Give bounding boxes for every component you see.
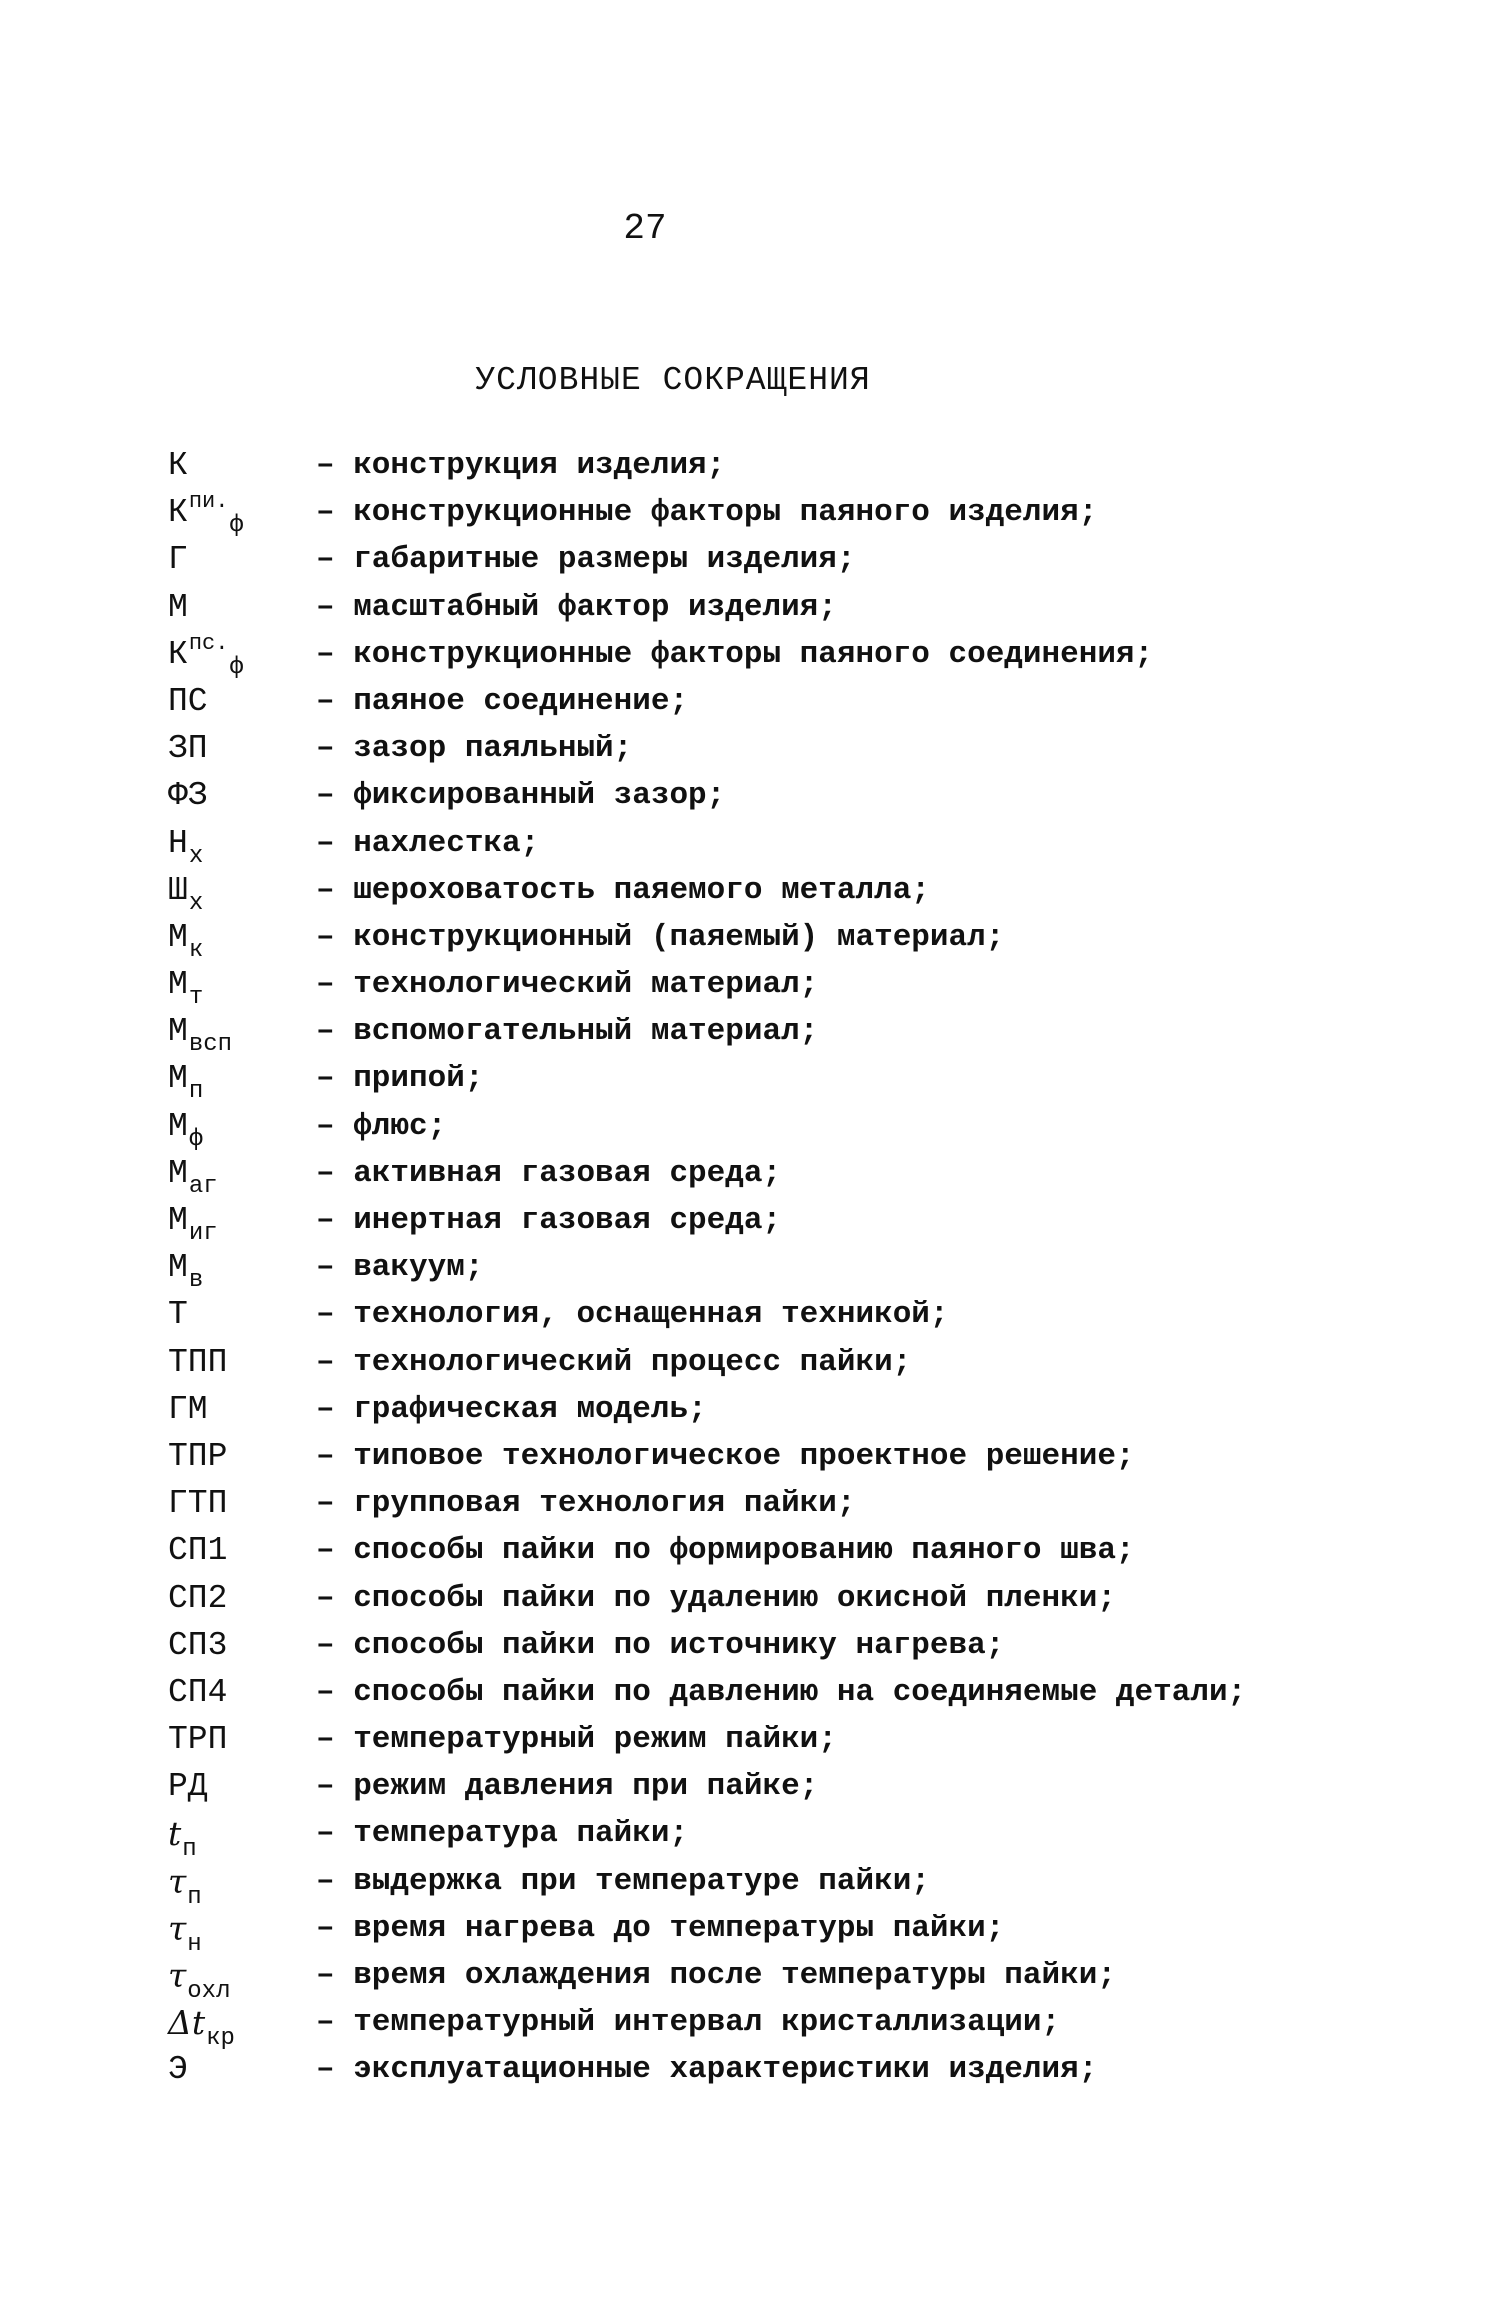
abbreviation-definition: – графическая модель; bbox=[316, 1391, 707, 1427]
abbreviation-definition: – шероховатость паяемого металла; bbox=[316, 872, 930, 908]
abbreviation-symbol bbox=[150, 729, 290, 776]
symbol-base: ТПР bbox=[168, 1437, 228, 1475]
abbreviation-definition: – технологический материал; bbox=[316, 967, 819, 1003]
symbol-base: М bbox=[168, 1060, 188, 1098]
abbreviation-row bbox=[0, 1295, 1505, 1342]
symbol-base: τ bbox=[168, 1956, 187, 1995]
abbreviation-definition: – припой; bbox=[316, 1061, 484, 1097]
abbreviation-row bbox=[0, 1531, 1505, 1578]
abbreviation-definition: – типовое технологическое проектное решение; bbox=[316, 1438, 1135, 1474]
abbreviation-symbol bbox=[150, 1012, 290, 1059]
abbreviation-symbol bbox=[150, 1059, 290, 1106]
abbreviation-definition: – групповая технология пайки; bbox=[316, 1486, 856, 1522]
abbreviation-row bbox=[0, 1909, 1505, 1956]
abbreviation-definition: – способы пайки по удалению окисной пленки; bbox=[316, 1580, 1116, 1616]
abbreviation-symbol bbox=[150, 1862, 290, 1909]
abbreviation-definition: – габаритные размеры изделия; bbox=[316, 542, 856, 578]
abbreviation-definition: – масштабный фактор изделия; bbox=[316, 589, 837, 625]
abbreviation-symbol bbox=[150, 446, 290, 493]
symbol-base: РД bbox=[168, 1768, 208, 1806]
page-title: УСЛОВНЫЕ СОКРАЩЕНИЯ bbox=[475, 362, 871, 399]
abbreviation-definition: – вакуум; bbox=[316, 1250, 484, 1286]
abbreviation-symbol bbox=[150, 2003, 290, 2053]
symbol-superscript: пс. bbox=[188, 630, 229, 656]
symbol-base: М bbox=[168, 588, 188, 626]
abbreviation-symbol bbox=[150, 1295, 290, 1342]
abbreviation-symbol bbox=[150, 682, 290, 729]
abbreviation-symbol bbox=[150, 965, 290, 1012]
symbol-base: ГТП bbox=[168, 1485, 228, 1523]
symbol-base: t bbox=[168, 1814, 182, 1854]
abbreviation-row bbox=[0, 630, 1505, 682]
symbol-superscript: пи. bbox=[188, 489, 229, 515]
symbol-subscript: п bbox=[188, 1078, 204, 1106]
abbreviation-row bbox=[0, 1673, 1505, 1720]
symbol-subscript: т bbox=[188, 984, 204, 1012]
symbol-subscript: х bbox=[188, 842, 204, 870]
abbreviation-row bbox=[0, 1248, 1505, 1295]
symbol-base: М bbox=[168, 1202, 188, 1239]
symbol-subscript: ф bbox=[229, 653, 244, 681]
abbreviation-symbol bbox=[150, 630, 290, 682]
abbreviation-row bbox=[0, 1956, 1505, 2003]
symbol-base: К bbox=[168, 494, 188, 532]
abbreviation-definition: – режим давления при пайке; bbox=[316, 1769, 819, 1805]
symbol-base: Н bbox=[168, 824, 188, 862]
abbreviation-row bbox=[0, 588, 1505, 635]
symbol-base: τ bbox=[168, 1908, 187, 1948]
abbreviation-definition: – активная газовая среда; bbox=[316, 1155, 782, 1191]
abbreviation-symbol bbox=[150, 1484, 290, 1531]
symbol-base: СП4 bbox=[168, 1673, 228, 1711]
abbreviation-definition: – конструкционные факторы паяного изделия; bbox=[316, 495, 1098, 531]
symbol-subscript: кр bbox=[206, 2025, 235, 2053]
symbol-base: Δt bbox=[168, 2003, 206, 2043]
symbol-base: ПС bbox=[168, 682, 208, 720]
symbol-base: Т bbox=[168, 1296, 188, 1334]
abbreviation-row bbox=[0, 2003, 1505, 2053]
symbol-base: ТРП bbox=[168, 1721, 228, 1759]
abbreviation-definition: – конструкционный (паяемый) материал; bbox=[316, 919, 1005, 955]
abbreviation-definition: – нахлестка; bbox=[316, 825, 540, 861]
abbreviation-symbol bbox=[150, 1201, 290, 1248]
symbol-base: М bbox=[168, 1013, 188, 1051]
symbol-subscript: к bbox=[188, 936, 204, 964]
abbreviation-symbol bbox=[150, 1720, 290, 1767]
abbreviation-definition: – вспомогательный материал; bbox=[316, 1014, 819, 1050]
abbreviation-symbol bbox=[150, 1343, 290, 1390]
abbreviation-definition: – паяное соединение; bbox=[316, 683, 689, 719]
abbreviation-symbol bbox=[150, 918, 290, 965]
abbreviation-row bbox=[0, 1437, 1505, 1484]
abbreviation-row bbox=[0, 1154, 1505, 1201]
abbreviation-definition: – температурный интервал кристаллизации; bbox=[316, 2005, 1061, 2041]
symbol-subscript: п bbox=[182, 1836, 197, 1864]
abbreviation-symbol bbox=[150, 776, 290, 823]
symbol-subscript: п bbox=[187, 1883, 202, 1911]
abbreviation-row bbox=[0, 1012, 1505, 1059]
page-number: 27 bbox=[623, 208, 667, 249]
symbol-subscript: иг bbox=[188, 1220, 218, 1247]
symbol-subscript: аг bbox=[188, 1172, 218, 1200]
symbol-base: ГМ bbox=[168, 1390, 208, 1428]
abbreviation-definition: – время охлаждения после температуры пайки; bbox=[316, 1958, 1116, 1993]
symbol-base: СП1 bbox=[168, 1532, 228, 1570]
symbol-subscript: охл bbox=[187, 1978, 231, 2005]
symbol-subscript: всп bbox=[188, 1031, 233, 1059]
abbreviation-definition: – температурный режим пайки; bbox=[316, 1722, 837, 1758]
abbreviation-symbol bbox=[150, 1107, 290, 1154]
symbol-base: τ bbox=[168, 1861, 187, 1901]
symbol-base: М bbox=[168, 1154, 188, 1192]
symbol-subscript: в bbox=[188, 1267, 204, 1295]
abbreviation-definition: – температура пайки; bbox=[316, 1816, 689, 1852]
abbreviation-row bbox=[0, 1626, 1505, 1673]
abbreviation-definition: – инертная газовая среда; bbox=[316, 1203, 782, 1238]
abbreviation-symbol bbox=[150, 1626, 290, 1673]
symbol-subscript: ф bbox=[229, 512, 244, 540]
symbol-base: ЗП bbox=[168, 730, 208, 768]
symbol-base: К bbox=[168, 447, 188, 484]
abbreviation-symbol bbox=[150, 1579, 290, 1626]
symbol-base: СП2 bbox=[168, 1579, 228, 1617]
symbol-base: М bbox=[168, 966, 188, 1004]
abbreviation-row bbox=[0, 824, 1505, 871]
symbol-subscript: н bbox=[187, 1930, 202, 1958]
abbreviation-symbol bbox=[150, 1531, 290, 1578]
abbreviation-row bbox=[0, 1862, 1505, 1909]
abbreviation-row bbox=[0, 446, 1505, 493]
abbreviation-row bbox=[0, 1814, 1505, 1864]
abbreviation-row bbox=[0, 1343, 1505, 1390]
abbreviation-row bbox=[0, 965, 1505, 1012]
abbreviation-symbol bbox=[150, 540, 290, 587]
abbreviation-definition: – фиксированный зазор; bbox=[316, 778, 726, 814]
symbol-base: Ш bbox=[168, 871, 188, 909]
abbreviation-symbol bbox=[150, 1909, 290, 1956]
abbreviation-symbol bbox=[150, 1673, 290, 1720]
abbreviation-row bbox=[0, 1767, 1505, 1814]
abbreviation-symbol bbox=[150, 1437, 290, 1484]
abbreviation-definition: – технологический процесс пайки; bbox=[316, 1344, 912, 1380]
abbreviation-symbol bbox=[150, 1248, 290, 1295]
abbreviation-row bbox=[0, 918, 1505, 965]
abbreviation-row bbox=[0, 1579, 1505, 1626]
abbreviation-row bbox=[0, 1390, 1505, 1437]
abbreviation-row bbox=[0, 729, 1505, 776]
abbreviation-definition: – конструкционные факторы паяного соединения; bbox=[316, 636, 1154, 672]
abbreviation-definition: – способы пайки по источнику нагрева; bbox=[316, 1627, 1005, 1663]
symbol-subscript: ф bbox=[188, 1125, 204, 1153]
symbol-base: М bbox=[168, 918, 188, 956]
abbreviation-row bbox=[0, 1720, 1505, 1767]
abbreviation-row bbox=[0, 540, 1505, 587]
symbol-base: ТПП bbox=[168, 1343, 228, 1381]
abbreviation-symbol bbox=[150, 1814, 290, 1864]
symbol-base: М bbox=[168, 1249, 188, 1287]
abbreviation-row bbox=[0, 682, 1505, 729]
abbreviation-symbol bbox=[150, 1956, 290, 2003]
abbreviation-row bbox=[0, 776, 1505, 823]
abbreviation-definition: – способы пайки по давлению на соединяемые детали; bbox=[316, 1674, 1247, 1710]
abbreviation-row bbox=[0, 489, 1505, 540]
abbreviation-row bbox=[0, 1201, 1505, 1248]
abbreviation-symbol bbox=[150, 489, 290, 540]
abbreviation-symbol bbox=[150, 1767, 290, 1814]
abbreviation-definition: – выдержка при температуре пайки; bbox=[316, 1863, 930, 1899]
abbreviation-definition: – технология, оснащенная техникой; bbox=[316, 1297, 949, 1333]
symbol-base: СП3 bbox=[168, 1626, 228, 1664]
abbreviation-symbol bbox=[150, 824, 290, 871]
symbol-base: ФЗ bbox=[168, 777, 208, 815]
abbreviation-definition: – способы пайки по формированию паяного шва; bbox=[316, 1533, 1135, 1569]
abbreviation-row bbox=[0, 2050, 1505, 2097]
symbol-base: К bbox=[168, 635, 188, 673]
symbol-base: М bbox=[168, 1107, 188, 1145]
abbreviation-row bbox=[0, 1484, 1505, 1531]
abbreviation-symbol bbox=[150, 588, 290, 635]
abbreviation-symbol bbox=[150, 871, 290, 918]
symbol-subscript: х bbox=[188, 889, 204, 917]
symbol-base: Э bbox=[168, 2051, 188, 2089]
abbreviation-symbol bbox=[150, 2050, 290, 2097]
abbreviation-symbol bbox=[150, 1154, 290, 1201]
abbreviation-symbol bbox=[150, 1390, 290, 1437]
abbreviation-definition: – время нагрева до температуры пайки; bbox=[316, 1910, 1005, 1946]
abbreviation-row bbox=[0, 1059, 1505, 1106]
abbreviation-definition: – конструкция изделия; bbox=[316, 448, 726, 483]
abbreviation-definition: – флюс; bbox=[316, 1108, 447, 1144]
abbreviation-list bbox=[0, 446, 1505, 2098]
abbreviation-row bbox=[0, 871, 1505, 918]
abbreviation-definition: – зазор паяльный; bbox=[316, 731, 633, 767]
symbol-base: Г bbox=[168, 541, 188, 579]
abbreviation-definition: – эксплуатационные характеристики изделия; bbox=[316, 2052, 1098, 2088]
abbreviation-row bbox=[0, 1107, 1505, 1154]
